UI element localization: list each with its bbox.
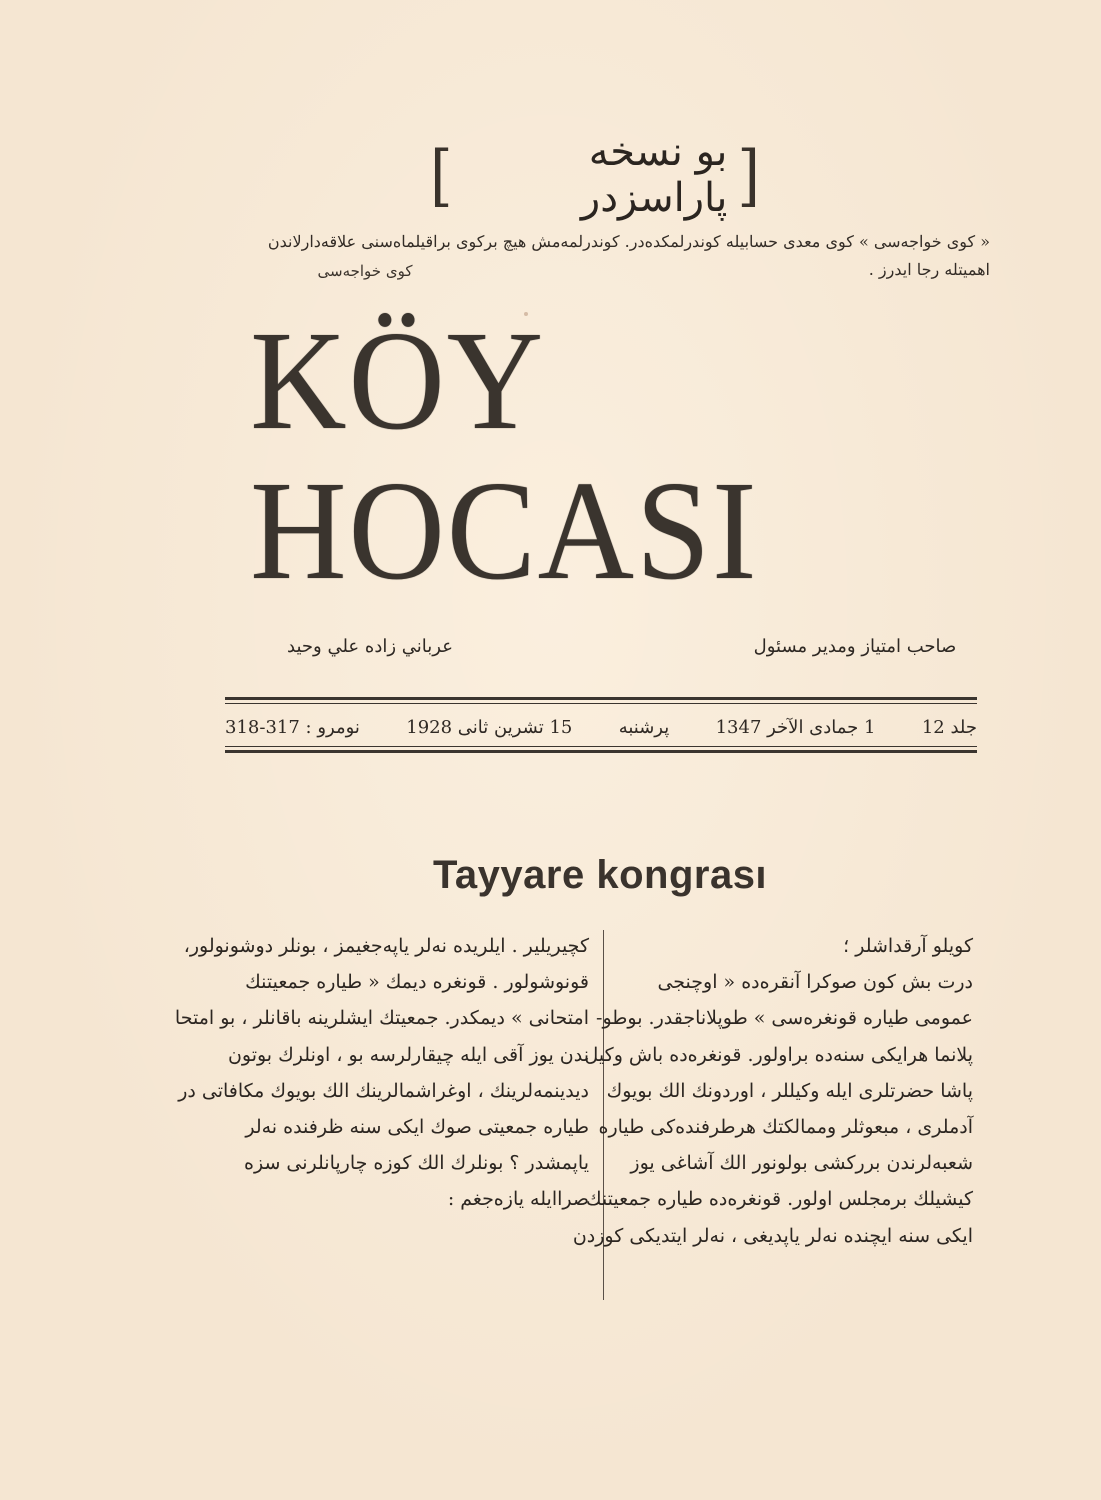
masthead-title: KÖY HOCASI	[250, 301, 759, 609]
owner-title: صاحب امتياز ومدير مسئول	[753, 636, 957, 657]
text-line: پاشا حضرتلرى ايله وكيللر ، اوردونك الك بويوك	[606, 1079, 973, 1102]
text-line: شعبه‌لرندن برركشى بولونور الك آشاغى يوز	[630, 1152, 973, 1175]
dateline-rule-top	[225, 697, 977, 700]
bracket-left: [	[430, 135, 453, 215]
text-line: درت بش كون صوكرا آنقره‌ده « اوچنجى	[657, 971, 973, 994]
ink-spot	[524, 312, 528, 316]
dateline	[225, 710, 977, 744]
free-copy-notice	[420, 129, 770, 221]
article-column-right	[572, 928, 973, 1254]
issue-number: نومرو : 317-318	[225, 716, 360, 738]
notice-signature: كوى خواجه‌سى	[317, 262, 413, 280]
bracket-right: ]	[737, 135, 760, 215]
article-column-left	[174, 928, 589, 1218]
date-hijri: 1 جمادى الآخر 1347	[715, 716, 876, 738]
notice-line: « كوى خواجه‌سى » كوى معدى حسابيله كوندرلمكده‌در. كوندرلمه‌مش هيچ بركوى براقيلماه‌سنى علاقه‌دارلاندن	[267, 232, 990, 251]
text-line: طياره جمعيتى صوك ايكى سنه ظرفنده نه‌لر	[245, 1115, 589, 1138]
free-copy-text: بو نسخه پاراسزدر	[580, 129, 728, 221]
text-line: قونوشولور . قونغره ديمك « طياره جمعيتنك	[245, 971, 589, 994]
owner-name: عرباني زاده علي وحيد	[287, 636, 453, 657]
dateline-rule-top-thin	[225, 703, 977, 704]
dateline-rule-bottom-thin	[225, 746, 977, 747]
article-title: Tayyare kongrası	[432, 853, 768, 897]
text-line: صراايله يازه‌جغم :	[447, 1188, 589, 1211]
text-line: عمومى طياره قونغره‌سى » طوپلاناجقدر. بوطو-	[596, 1007, 973, 1030]
text-line: كيشيلك برمجلس اولور. قونغره‌ده طياره جمعيتنك	[585, 1188, 973, 1211]
weekday: پرشنبه	[618, 716, 670, 738]
text-line: ندن يوز آقى ايله چيقارلرسه بو ، اونلرك بوتون	[227, 1043, 589, 1066]
volume-label: جلد 12	[921, 716, 977, 738]
dateline-rule-bottom	[225, 750, 977, 753]
text-line: پلانما هرايكى سنه‌ده براولور. قونغره‌ده باش وكيل	[584, 1043, 973, 1066]
text-line: كويلو آرقداشلر ؛	[843, 935, 973, 957]
text-line: امتحانى » ديمكدر. جمعيتك ايشلرينه باقانلر ، بو امتحا	[174, 1007, 589, 1030]
text-line: ايكى سنه ايچنده نه‌لر ياپديغى ، نه‌لر ايتديكى كوزدن	[572, 1224, 973, 1247]
text-line: ياپمشدر ؟ بونلرك الك كوزه چارپانلرنى سزه	[244, 1152, 589, 1175]
text-line: كچيريلير . ايلريده نه‌لر ياپه‌جغيمز ، بونلر دوشونولور،	[183, 935, 589, 957]
text-line: آدملرى ، مبعوثلر وممالكتك هرطرفنده‌كى طياره	[598, 1115, 973, 1138]
notice-line: اهميتله رجا ايدرز .	[868, 260, 990, 279]
text-line: ديدينمه‌لرينك ، اوغراشمالرينك الك بويوك مكافاتى در	[178, 1079, 589, 1102]
date-rumi: 15 تشرين ثانى 1928	[406, 716, 573, 738]
